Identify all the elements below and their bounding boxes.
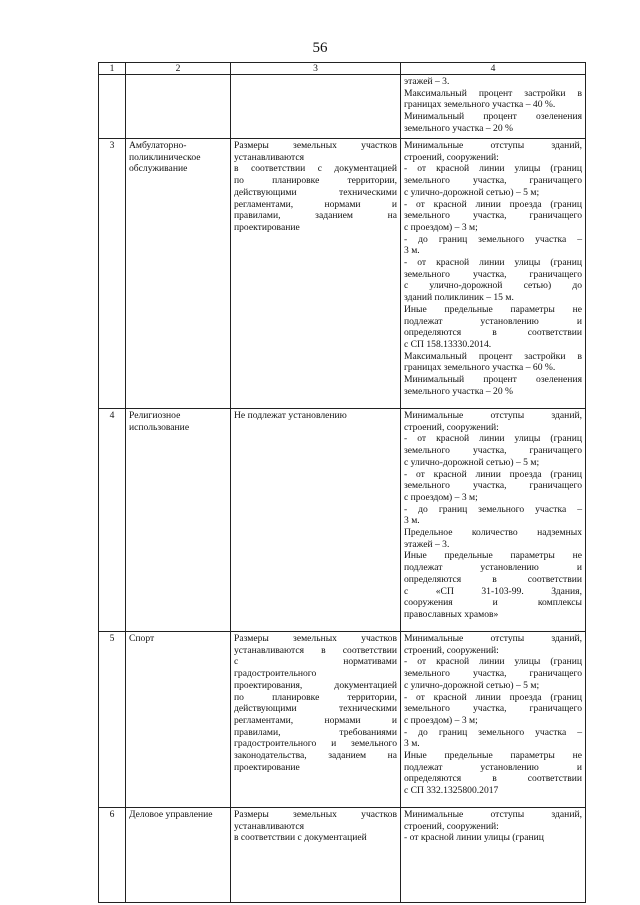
table-row xyxy=(99,808,586,903)
parameter-line: Иные предельные параметры не xyxy=(404,750,582,762)
parameter-line: Минимальный процент озеленения xyxy=(404,111,582,123)
plot-size-line: градостроительного xyxy=(234,668,317,680)
plot-size-line: законодательства, заданием на xyxy=(234,750,397,762)
parameters-cell xyxy=(401,409,586,632)
row-number-cell: 4 xyxy=(99,409,126,632)
parameters-cell xyxy=(401,139,586,409)
parameter-line: с проездом) – 3 м; xyxy=(404,221,478,233)
parameter-line: определяются в соответствии xyxy=(404,327,582,339)
parameter-line: земельного участка – 20 % xyxy=(404,122,514,134)
parameter-line: Максимальный процент застройки в xyxy=(404,87,582,99)
parameter-line: с проездом) – 3 м; xyxy=(404,714,478,726)
parameter-line: с улично-дорожной сетью) – 5 м; xyxy=(404,186,540,198)
parameter-line: определяются в соответствии xyxy=(404,773,582,785)
plot-size-line: в соответствии с документацией xyxy=(234,832,367,844)
parameter-line: земельного участка, граничащего xyxy=(404,668,582,680)
table-header-row xyxy=(99,63,586,75)
parameter-line: с улично-дорожной сетью) до xyxy=(404,280,582,292)
parameter-line: Иные предельные параметры не xyxy=(404,550,582,562)
parameter-line: строений, сооружений: xyxy=(404,644,499,656)
use-type-line: обслуживание xyxy=(129,163,188,175)
use-type-line: Амбулаторно- xyxy=(129,140,187,151)
parameter-line: - от красной линии улицы (границ xyxy=(404,433,582,445)
table-row xyxy=(99,139,586,409)
table-row xyxy=(99,409,586,632)
row-number-cell: 5 xyxy=(99,632,126,808)
parameter-line: - от красной линии улицы (границ xyxy=(404,163,582,175)
plot-size-line: устанавливаются xyxy=(234,820,305,832)
row-number-cell xyxy=(99,75,126,139)
parameter-line: Иные предельные параметры не xyxy=(404,303,582,315)
use-type-cell xyxy=(126,409,231,632)
plot-size-line: проектирование xyxy=(234,761,300,773)
parameter-line: - от красной линии проезда (границ xyxy=(404,691,582,703)
parameter-line: Максимальный процент застройки в xyxy=(404,350,582,362)
parameter-line: границах земельного участка – 60 %. xyxy=(404,362,556,374)
parameter-line: подлежат установлению и xyxy=(404,761,582,773)
parameter-line: - от красной линии улицы (границ xyxy=(404,257,582,269)
parameter-line: земельного участка, граничащего xyxy=(404,175,582,187)
plot-size-cell xyxy=(231,139,401,409)
plot-size-line: Не подлежат установлению xyxy=(234,410,347,421)
parameter-line: - до границ земельного участка – xyxy=(404,726,582,738)
parameter-line: строений, сооружений: xyxy=(404,151,499,163)
parameter-line: с СП 158.13330.2014. xyxy=(404,338,492,350)
plot-size-line: с нормативами xyxy=(234,656,397,668)
plot-size-line: правилами, требованиями xyxy=(234,726,397,738)
parameter-line: этажей – 3. xyxy=(404,76,450,87)
plot-size-cell xyxy=(231,75,401,139)
parameter-line: Предельное количество надземных xyxy=(404,527,582,539)
row-number-cell: 6 xyxy=(99,808,126,903)
use-type-cell xyxy=(126,139,231,409)
use-type-line: поликлиническое xyxy=(129,151,201,163)
parameter-line: Минимальный процент озеленения xyxy=(404,374,582,386)
parameter-line: земельного участка – 20 % xyxy=(404,385,514,397)
use-type-line: использование xyxy=(129,421,190,433)
parameter-line: Минимальные отступы зданий, xyxy=(404,809,582,820)
plot-size-cell xyxy=(231,808,401,903)
column-plot-size-header: 3 xyxy=(231,63,401,75)
table-row xyxy=(99,632,586,808)
parameter-line: - до границ земельного участка – xyxy=(404,233,582,245)
parameter-line: 3 м. xyxy=(404,738,420,750)
use-type-line: Деловое управление xyxy=(129,809,213,820)
parameter-line: с проездом) – 3 м; xyxy=(404,491,478,503)
parameter-line: подлежат установлению и xyxy=(404,562,582,574)
use-type-line: Спорт xyxy=(129,633,155,644)
parameter-line: сооружения и комплексы xyxy=(404,597,582,609)
parameter-line: Минимальные отступы зданий, xyxy=(404,410,582,421)
parameter-line: с «СП 31-103-99. Здания, xyxy=(404,585,582,597)
row-number-cell: 3 xyxy=(99,139,126,409)
plot-size-line: проектирования, документацией xyxy=(234,679,397,691)
plot-size-line: регламентами, нормами и xyxy=(234,198,397,210)
parameter-line: этажей – 3. xyxy=(404,538,450,550)
use-type-cell xyxy=(126,632,231,808)
column-number-header: 1 xyxy=(99,63,126,75)
parameter-line: Минимальные отступы зданий, xyxy=(404,633,582,644)
parameters-cell xyxy=(401,632,586,808)
parameter-line: - от красной линии проезда (границ xyxy=(404,198,582,210)
plot-size-line: Размеры земельных участков xyxy=(234,633,397,644)
parameter-line: - от красной линии улицы (границ xyxy=(404,832,544,844)
parameter-line: земельного участка, граничащего xyxy=(404,268,582,280)
parameter-line: - от красной линии проезда (границ xyxy=(404,468,582,480)
plot-size-line: в соответствии с документацией xyxy=(234,163,397,175)
parameter-line: - от красной линии улицы (границ xyxy=(404,656,582,668)
parameter-line: с СП 332.1325800.2017 xyxy=(404,785,499,797)
plot-size-line: устанавливаются в соответствии xyxy=(234,644,397,656)
plot-size-line: по планировке территории, xyxy=(234,175,397,187)
parameters-cell xyxy=(401,808,586,903)
continuation-row xyxy=(99,75,586,139)
plot-size-line: градостроительного и земельного xyxy=(234,738,397,750)
column-use-type-header: 2 xyxy=(126,63,231,75)
plot-size-line: действующими техническими xyxy=(234,703,397,715)
plot-size-line: правилами, заданием на xyxy=(234,210,397,222)
parameter-line: определяются в соответствии xyxy=(404,573,582,585)
plot-size-line: устанавливаются xyxy=(234,151,305,163)
plot-size-cell xyxy=(231,409,401,632)
parameter-line: подлежат установлению и xyxy=(404,315,582,327)
plot-size-line: проектирование xyxy=(234,221,300,233)
plot-size-line: Размеры земельных участков xyxy=(234,140,397,151)
parameter-line: земельного участка, граничащего xyxy=(404,480,582,492)
parameter-line: земельного участка, граничащего xyxy=(404,703,582,715)
parameter-line: границах земельного участка – 40 %. xyxy=(404,99,556,111)
plot-size-line: регламентами, нормами и xyxy=(234,714,397,726)
parameter-line: строений, сооружений: xyxy=(404,820,499,832)
parameter-line: с улично-дорожной сетью) – 5 м; xyxy=(404,456,540,468)
parameter-line: земельного участка, граничащего xyxy=(404,210,582,222)
land-use-regulations-table xyxy=(98,62,586,903)
page-number: 56 xyxy=(312,40,328,56)
parameters-cell xyxy=(401,75,586,139)
plot-size-line: Размеры земельных участков xyxy=(234,809,397,820)
use-type-line: Религиозное xyxy=(129,410,181,421)
parameter-line: с улично-дорожной сетью) – 5 м; xyxy=(404,679,540,691)
parameter-line: - до границ земельного участка – xyxy=(404,503,582,515)
parameter-line: Минимальные отступы зданий, xyxy=(404,140,582,151)
parameter-line: строений, сооружений: xyxy=(404,421,499,433)
parameter-line: зданий поликлиник – 15 м. xyxy=(404,292,514,304)
parameter-line: земельного участка, граничащего xyxy=(404,445,582,457)
plot-size-line: по планировке территории, xyxy=(234,691,397,703)
parameter-line: 3 м. xyxy=(404,245,420,257)
use-type-cell xyxy=(126,808,231,903)
plot-size-line: действующими техническими xyxy=(234,186,397,198)
plot-size-cell xyxy=(231,632,401,808)
parameter-line: 3 м. xyxy=(404,515,420,527)
parameter-line: православных храмов» xyxy=(404,608,499,620)
column-parameters-header: 4 xyxy=(401,63,586,75)
use-type-cell xyxy=(126,75,231,139)
